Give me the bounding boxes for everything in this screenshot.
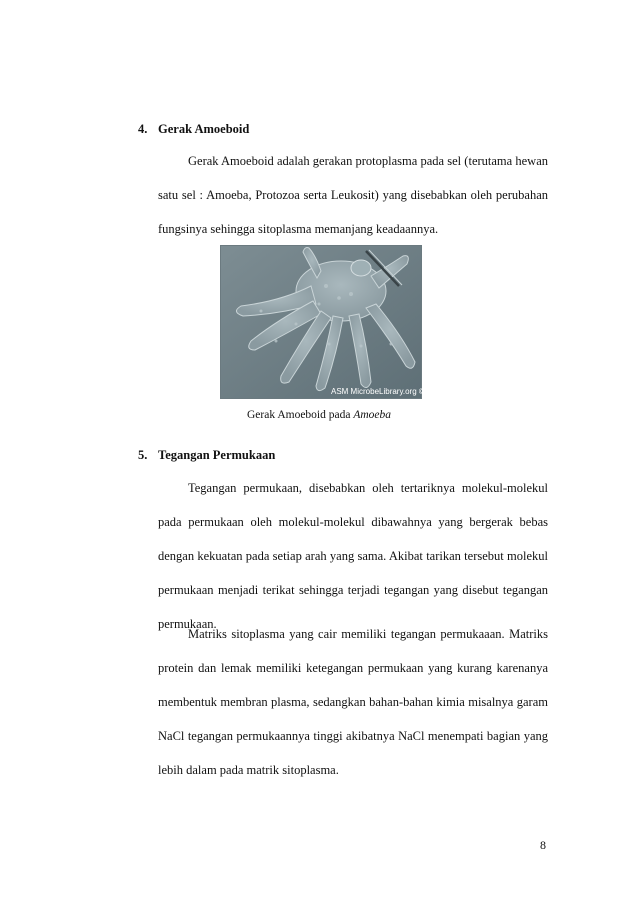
amoeba-micrograph xyxy=(221,246,443,398)
page-number: 8 xyxy=(540,838,546,852)
figure-caption xyxy=(0,409,638,421)
caption-italic-text: Amoeba xyxy=(353,409,392,421)
section-5-number: 5. xyxy=(138,448,148,462)
section-5-paragraph-2: Matriks sitoplasma yang cair memiliki tegangan permukaaan. Matriks protein dan lemak memiliki ketegangan permukaan yang kurang karenanya membentuk membran plasma, sedangkan bahan-bahan kimia misalnya garam NaCl tegangan permukaannya tinggi akibatnya NaCl menempati bagian yang lebih dalam pada matrik sitoplasma. xyxy=(158,627,548,777)
section-4-title: Gerak Amoeboid xyxy=(158,122,250,136)
figure-watermark: ASM MicrobeLibrary.org © Durr xyxy=(331,387,443,396)
section-5-heading xyxy=(138,448,275,463)
section-5-title: Tegangan Permukaan xyxy=(158,448,276,462)
amoeba-figure xyxy=(220,245,443,399)
section-4-paragraph: Gerak Amoeboid adalah gerakan protoplasma pada sel (terutama hewan satu sel : Amoeba, Protozoa serta Leukosit) yang disebabkan oleh perubahan fungsinya sehingga sitoplasma memanjang keadaannya. xyxy=(158,154,548,236)
section-4-heading xyxy=(138,122,249,137)
section-5-paragraph-1: Tegangan permukaan, disebabkan oleh tertariknya molekul-molekul pada permukaan oleh molekul-molekul dibawahnya yang bergerak bebas dengan kekuatan pada setiap arah yang sama. Akibat tarikan tersebut molekul permukaan menjadi terikat sehingga terjadi tegangan yang disebut tegangan permukaan. xyxy=(158,481,548,631)
caption-text: Gerak Amoeboid pada xyxy=(246,409,354,421)
section-4-number: 4. xyxy=(138,122,148,136)
